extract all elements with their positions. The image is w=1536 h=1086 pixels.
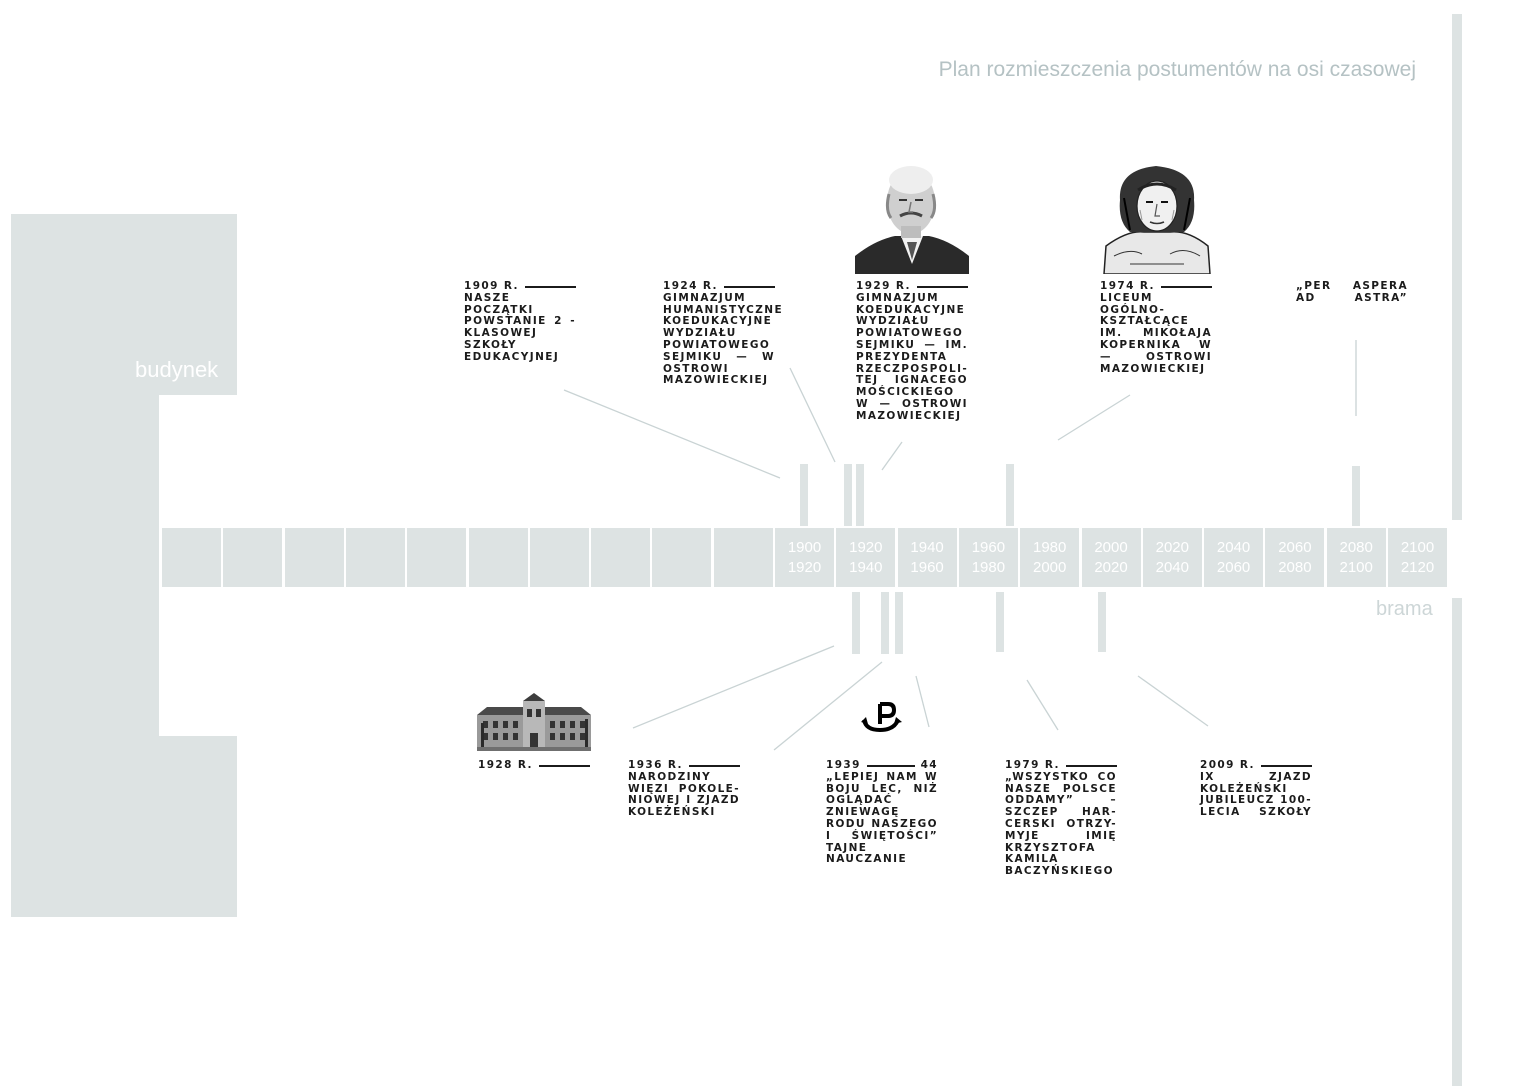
event-note-motto	[1296, 281, 1408, 305]
event-note-1979	[1005, 760, 1117, 878]
segment-start-year: 2000	[1094, 539, 1128, 556]
segment-start-year: 2080	[1339, 539, 1373, 556]
event-note-1909	[464, 281, 576, 364]
event-note-2009	[1200, 760, 1312, 819]
event-year: 1929 R.	[856, 280, 911, 292]
segment-end-year: 1920	[787, 559, 822, 576]
segment-end-year: 1940	[849, 559, 883, 576]
segment-end-year: 1980	[971, 559, 1006, 576]
segment-end-year: 2020	[1094, 559, 1128, 576]
event-note-1939	[826, 760, 938, 866]
segment-start-year: 2020	[1155, 539, 1189, 556]
segment-end-year: 1960	[910, 559, 944, 576]
event-note-1924	[663, 280, 784, 387]
event-year: 1979 R.	[1005, 759, 1060, 771]
event-year: 1974 R.	[1100, 280, 1155, 292]
portrait-moscicki	[855, 160, 969, 274]
event-year: 1936 R.	[628, 759, 683, 771]
connector-1924	[790, 368, 835, 462]
event-text: GIMNAZJUM HUMANISTYCZNE KOEDUKACYJNE WYDZIAŁU POWIATOWEGO SEJMIKU — W OSTROWI MAZOWIECKIEJ	[663, 291, 784, 387]
connector-1939b	[916, 676, 929, 727]
segment-start-year: 1980	[1033, 539, 1067, 556]
event-text: NASZE POCZĄTKI POWSTANIE 2 - KLASOWEJ SZKOŁY EDUKACYJNEJ	[464, 291, 576, 363]
event-note-1974	[1100, 281, 1212, 375]
segment-start-year: 2100	[1400, 539, 1435, 556]
event-note-1928	[478, 760, 590, 772]
event-text: „WSZYSTKO CO NASZE POLSCE ODDAMY” – SZCZEP HAR-CERSKI OTRZY-MYJE IMIĘ KRZYSZTOFA KAMILA BACZYŃSKIEGO	[1005, 770, 1117, 878]
segment-start-year: 2040	[1216, 539, 1251, 556]
building-label: budynek	[135, 357, 219, 382]
event-note-1936	[628, 760, 740, 819]
event-year: 1928 R.	[478, 759, 533, 771]
event-text: NARODZINY WIĘZI POKOLE-NIOWEJ I ZJAZD KOLEŻEŃSKI	[628, 770, 740, 819]
event-text: „LEPIEJ NAM W BOJU LEC, NIŻ OGLĄDAĆ ZNIEWAGĘ RODU NASZEGO I ŚWIĘTOŚCI” TAJNE NAUCZANIE	[826, 770, 938, 866]
segment-end-year: 2120	[1400, 559, 1435, 576]
portrait-copernicus	[1100, 160, 1214, 274]
page-title: Plan rozmieszczenia postumentów na osi czasowej	[938, 58, 1416, 81]
connector-1979	[1027, 680, 1058, 730]
event-year-end: 44	[920, 759, 938, 771]
segment-start-year: 1920	[849, 539, 883, 556]
event-text: GIMNAZJUM KOEDUKACYJNE WYDZIAŁU POWIATOWEGO SEJMIKU — IM. PREZYDENTA RZECZPOSPOLI-TEJ IGNACEGO MOŚCICKIEGO W — OSTROWI MAZOWIECKIEJ	[856, 291, 969, 422]
gate-label: brama	[1376, 598, 1433, 620]
segment-end-year: 2060	[1216, 559, 1251, 576]
segment-start-year: 2060	[1278, 539, 1312, 556]
segment-end-year: 2080	[1278, 559, 1312, 576]
event-text: LICEUM OGÓLNO-KSZTAŁCĄCE IM. MIKOŁAJA KOPERNIKA W — OSTROWI MAZOWIECKIEJ	[1100, 291, 1212, 375]
event-year: 1939	[826, 759, 861, 771]
segment-start-year: 1940	[910, 539, 944, 556]
connector-1929	[882, 442, 902, 470]
event-year: 1909 R.	[464, 280, 519, 292]
segment-start-year: 1900	[787, 539, 822, 556]
connector-1974	[1058, 395, 1130, 440]
event-text: IX ZJAZD KOLEŻEŃSKI JUBILEUCZ 100-LECIA SZKOŁY	[1200, 770, 1312, 819]
connector-1936	[633, 646, 834, 728]
connector-2009	[1138, 676, 1208, 726]
event-year: 2009 R.	[1200, 759, 1255, 771]
segment-end-year: 2000	[1033, 559, 1067, 576]
school-building-photo	[477, 693, 591, 751]
segment-end-year: 2100	[1339, 559, 1373, 576]
event-note-1929	[856, 281, 968, 423]
segment-end-year: 2040	[1155, 559, 1189, 576]
event-year: 1924 R.	[663, 280, 718, 292]
motto-text: „PER ASPERA AD ASTRA”	[1296, 280, 1408, 304]
segment-start-year: 1960	[971, 539, 1006, 556]
polska-walczaca-anchor-symbol	[860, 700, 904, 734]
connector-1909	[564, 390, 780, 478]
